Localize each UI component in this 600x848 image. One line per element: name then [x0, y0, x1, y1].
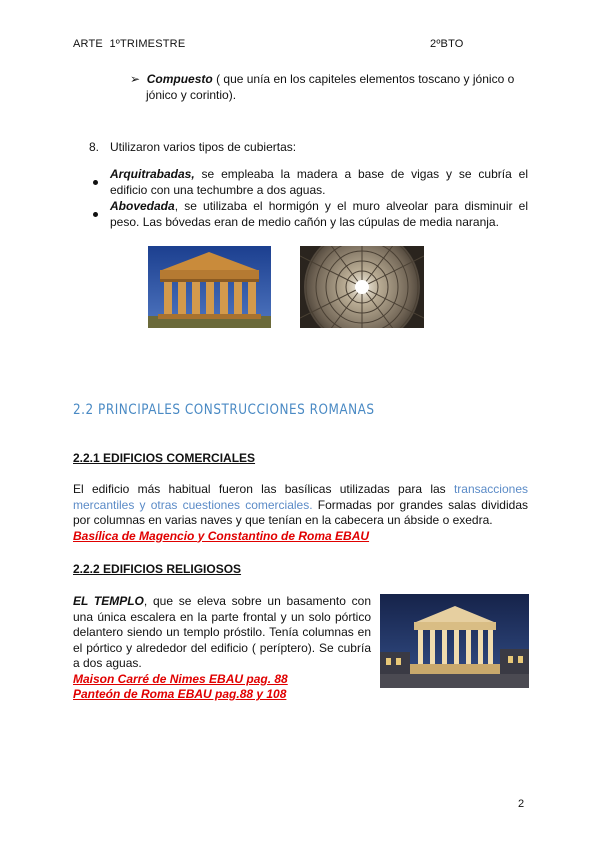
transacciones-link[interactable]: transacciones — [453, 482, 528, 496]
mercantiles-link[interactable]: mercantiles y otras cuestiones comerciales. — [73, 497, 313, 512]
religiosos-paragraph — [73, 594, 371, 703]
compuesto-term: Compuesto — [146, 72, 213, 86]
compuesto-text-1: ( que unía en los capiteles elementos toscano y jónico o — [212, 72, 515, 86]
basilica-magencio-link[interactable]: Basílica de Magencio y Constantino de Roma EBAU — [73, 528, 370, 543]
bullet-dot-icon — [93, 206, 98, 220]
comerciales-line3: por columnas en varias naves y que tenían en la cabecera un ábside o exedra. — [73, 513, 493, 527]
arrow-bullet-icon: ➢ — [130, 72, 141, 86]
list-number-8: 8. — [89, 140, 100, 154]
religiosos-line5: a dos aguas. — [73, 656, 142, 670]
section-title: 2.2 PRINCIPALES CONSTRUCCIONES ROMANAS — [73, 402, 375, 418]
maison-carree-photo — [380, 594, 529, 688]
maison-carre-link[interactable]: Maison Carré de Nimes EBAU pag. 88 — [73, 671, 288, 686]
religiosos-line3: delantero siendo un templo próstilo. Tenía columnas en — [73, 625, 371, 639]
header-subject-text: ARTE — [73, 38, 103, 50]
religiosos-line1: , que se eleva sobre un basamento con — [143, 594, 371, 608]
abovedada-term: Abovedada — [110, 199, 175, 213]
comerciales-line1: El edificio más habitual fueron las basílicas utilizadas para las — [73, 482, 454, 496]
templo-term: EL TEMPLO — [73, 594, 144, 608]
compuesto-text-2: jónico y corintio). — [146, 88, 237, 102]
bullet-dot-icon — [93, 174, 98, 188]
item8-text: Utilizaron varios tipos de cubiertas: — [110, 140, 297, 154]
panteon-link[interactable]: Panteón de Roma EBAU pag.88 y 108 — [73, 687, 287, 701]
bullet-abovedada — [110, 199, 528, 230]
arquitrabadas-line2: edificio con una techumbre a dos aguas. — [110, 182, 326, 197]
header-term: 1ºTRIMESTRE — [109, 38, 186, 50]
heading-religiosos: 2.2.2 EDIFICIOS RELIGIOSOS — [73, 562, 242, 576]
religiosos-line2: una única escalera en la parte frontal y un solo pórtico — [73, 609, 371, 624]
page-number: 2 — [518, 798, 525, 810]
header-course: 2ºBTO — [430, 38, 464, 50]
religiosos-line4: el pórtico y alrededor del edificio ( períptero). Se cubría — [73, 640, 371, 655]
header-subject — [73, 38, 185, 50]
arquitrabadas-line1: se empleaba la madera a base de vigas y se cubría el — [194, 167, 528, 181]
comerciales-paragraph — [73, 482, 528, 544]
abovedada-line1: , se utilizaba el hormigón y el muro alveolar para disminuir el — [174, 199, 528, 213]
arquitrabadas-term: Arquitrabadas, — [110, 167, 195, 181]
pantheon-dome-photo — [300, 246, 424, 328]
comerciales-line2: Formadas por grandes salas divididas — [312, 497, 528, 512]
heading-comerciales: 2.2.1 EDIFICIOS COMERCIALES — [73, 451, 256, 465]
doric-temple-photo — [148, 246, 271, 328]
abovedada-line2: peso. Las bóvedas eran de medio cañón y las cúpulas de media naranja. — [110, 214, 499, 229]
bullet-arquitrabadas — [110, 167, 528, 198]
compuesto-item — [130, 72, 530, 88]
